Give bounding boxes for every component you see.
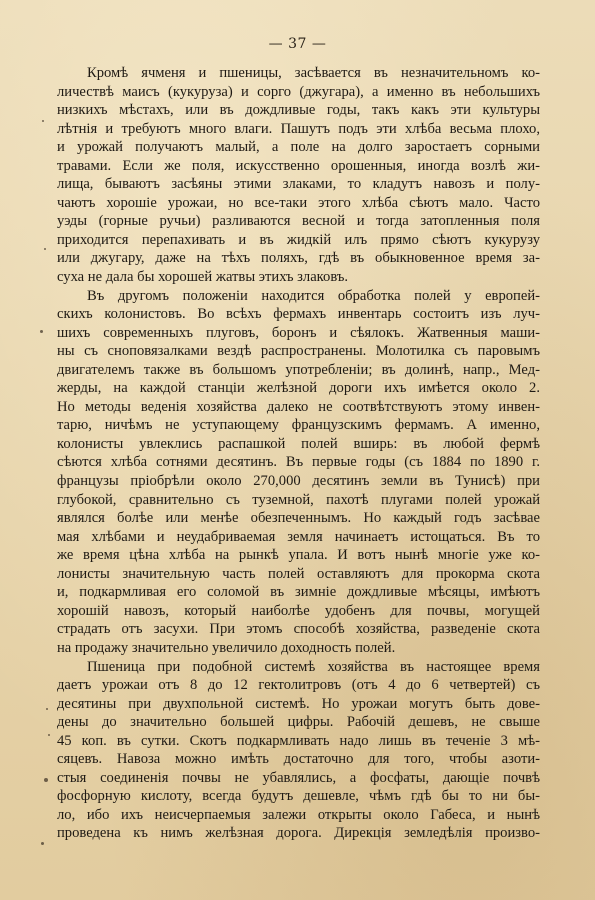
text-line: приходится перепахивать и въ жидкій илъ прямо сѣютъ кукурузу	[57, 231, 540, 248]
paragraph	[57, 64, 540, 287]
scan-speck	[44, 778, 48, 782]
scan-speck	[44, 248, 46, 250]
text-line: фосфорную кислоту, всегда будутъ дешевле, чѣмъ гдѣ бы то ни бы-	[57, 788, 540, 805]
scan-speck	[42, 120, 44, 122]
text-line: лонисты значительную часть полей оставляютъ для прокорма скота	[57, 565, 540, 582]
text-line: тарю, ничѣмъ не уступающему французскимъ фермамъ. А именно,	[57, 417, 540, 434]
scan-speck	[46, 708, 48, 710]
text-line: Въ другомъ положеніи находится обработка полей у европей-	[87, 287, 540, 304]
text-line: и, подкармливая его соломой въ зимніе дождливые мѣсяцы, имѣютъ	[57, 584, 540, 601]
text-line: двигателемъ также въ большомъ употребленіи; въ долинѣ, напр., Мед-	[57, 361, 540, 378]
text-line: Пшеница при подобной системѣ хозяйства въ настоящее время	[87, 658, 540, 675]
page-number: — 37 —	[268, 36, 327, 52]
text-line: же время цѣна хлѣба на рынкѣ упала. И вотъ нынѣ многіе уже ко-	[57, 547, 540, 564]
text-line: шихъ современныхъ плуговъ, боронъ и сѣялокъ. Жатвенныя маши-	[57, 324, 540, 341]
text-line: личествѣ маисъ (кукуруза) и сорго (джугара), а именно въ небольшихъ	[57, 83, 540, 100]
text-line: на продажу значительно увеличило доходность полей.	[57, 639, 396, 656]
text-line: колонисты увлеклись распашкой полей вширь: въ любой фермѣ	[57, 435, 540, 452]
text-line: сѣются хлѣба сотнями десятинъ. Въ первые годы (съ 1884 по 1890 г.	[57, 454, 540, 471]
text-line: хорошій навозъ, который наиболѣе удобенъ для почвы, могущей	[57, 602, 540, 619]
text-line: травами. Если же поля, искусственно орошенныя, иногда возлѣ жи-	[57, 157, 540, 174]
scan-speck	[41, 842, 44, 845]
text-line: десятины при двухпольной системѣ. Но урожаи могутъ быть дове-	[57, 695, 540, 712]
text-line: мая хлѣбами и неудабриваемая земля начинаетъ истощаться. Въ то	[57, 528, 540, 545]
text-line: 45 коп. въ сутки. Скотъ подкармливать надо лишь въ теченіе 3 мѣ-	[57, 732, 540, 749]
text-line: уэды (горные ручьи) разливаются весной и тогда затопленныя поля	[57, 213, 540, 230]
text-line: и урожай получаютъ малый, а поле на долго заростаетъ сорными	[57, 139, 540, 156]
text-line: низкихъ мѣстахъ, или въ дождливые годы, такъ какъ эти культуры	[57, 102, 540, 119]
text-line: Кромѣ ячменя и пшеницы, засѣвается въ незначительномъ ко-	[87, 65, 540, 81]
text-line: стыя соединенія почвы не убавлялись, а фосфаты, дающіе почвѣ	[57, 769, 540, 786]
text-line: или джугару, даже на тѣхъ поляхъ, гдѣ въ обыкновенное время за-	[57, 250, 540, 267]
scan-speck	[48, 734, 50, 736]
text-line: лѣтнія и требуютъ много влаги. Пашутъ подъ эти хлѣба весьма плохо,	[57, 120, 540, 137]
text-line: являлся болѣе или менѣе обезпеченнымъ. Но каждый годъ засѣвае	[57, 510, 540, 527]
text-line: страдать отъ засухи. При этомъ способѣ хозяйства, разведеніе скота	[57, 621, 540, 638]
paragraph	[57, 658, 540, 843]
text-line: дены до значительно большей цифры. Рабочій дешевъ, не свыше	[57, 714, 540, 731]
text-line: глубокой, сравнительно съ туземной, пахотѣ плугами полей урожай	[57, 491, 540, 508]
text-line: жерды, на каждой станціи желѣзной дороги ихъ имѣется около 2.	[57, 380, 540, 397]
text-line: ло, ибо ихъ неисчерпаемыя залежи открыты около Габеса, и нынѣ	[57, 806, 540, 823]
paragraph	[57, 287, 540, 658]
text-line: скихъ колонистовъ. Во всѣхъ фермахъ инвентарь состоитъ изъ луч-	[57, 306, 540, 323]
text-line: проведена къ нимъ желѣзная дорога. Дирекція земледѣлія произво-	[57, 825, 540, 842]
text-line: ны съ сноповязалками вездѣ распространены. Молотилка съ паровымъ	[57, 343, 540, 360]
text-line: чаютъ хорошіе урожаи, но все-таки этого хлѣба сѣютъ мало. Часто	[57, 194, 540, 211]
text-line: лища, бываютъ засѣяны этими злаками, то кладутъ навозъ и полу-	[57, 176, 540, 193]
text-line: французы пріобрѣли около 270,000 десятинъ земли въ Тунисѣ) при	[57, 473, 540, 490]
text-line: даетъ урожаи отъ 8 до 12 гектолитровъ (отъ 4 до 6 четвертей) съ	[57, 677, 540, 694]
text-line: сяцевъ. Навоза можно имѣть достаточно для того, чтобы азоти-	[57, 751, 540, 768]
text-line: суха не дала бы хорошей жатвы этихъ злаковъ.	[57, 269, 349, 286]
body-text	[57, 64, 540, 843]
scan-speck	[40, 330, 43, 333]
text-line: Но методы веденія хозяйства далеко не соотвѣтствуютъ этому инвен-	[57, 398, 540, 415]
